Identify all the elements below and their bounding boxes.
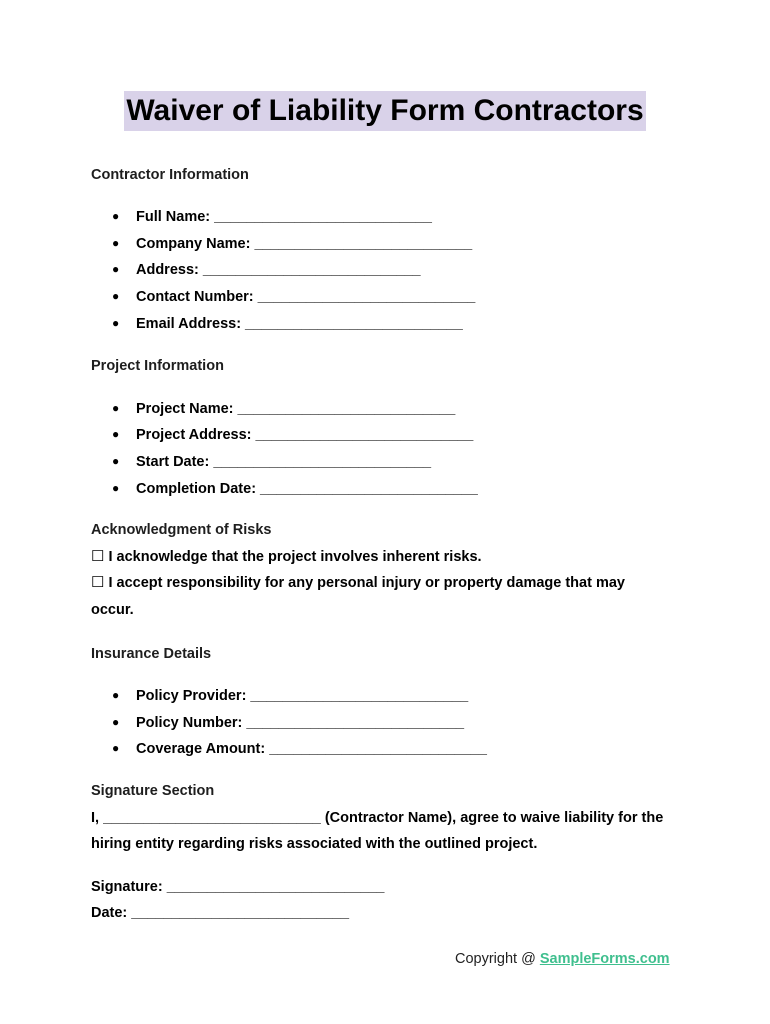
bullet-icon: ● xyxy=(112,688,120,702)
acknowledge-risks-item xyxy=(91,548,482,566)
project-info-heading: Project Information xyxy=(91,358,224,374)
contact-number-field: Contact Number: ___________________________ xyxy=(136,289,476,305)
bullet-icon: ● xyxy=(112,401,120,415)
list-item xyxy=(112,399,455,418)
bullet-icon: ● xyxy=(112,236,120,250)
checkbox-icon[interactable]: ☐ xyxy=(91,574,105,591)
list-item xyxy=(112,686,468,705)
bullet-icon: ● xyxy=(112,289,120,303)
checkbox-icon[interactable]: ☐ xyxy=(91,548,105,565)
accept-responsibility-continuation: occur. xyxy=(91,602,134,618)
policy-provider-field: Policy Provider: ___________________________ xyxy=(136,688,469,704)
start-date-field: Start Date: ___________________________ xyxy=(136,454,432,470)
list-item xyxy=(112,234,472,253)
bullet-icon: ● xyxy=(112,209,120,223)
company-name-field: Company Name: ___________________________ xyxy=(136,236,473,252)
signature-heading: Signature Section xyxy=(91,783,215,799)
bullet-icon: ● xyxy=(112,481,120,495)
project-address-field: Project Address: ___________________________ xyxy=(136,427,474,443)
acknowledge-risks-label: I acknowledge that the project involves inherent risks. xyxy=(108,549,482,565)
bullet-icon: ● xyxy=(112,427,120,441)
accept-responsibility-label: I accept responsibility for any personal injury or property damage that may xyxy=(108,575,625,591)
title-container xyxy=(0,91,770,131)
full-name-field: Full Name: ___________________________ xyxy=(136,209,432,225)
signature-field: Signature: ___________________________ xyxy=(91,879,385,895)
bullet-icon: ● xyxy=(112,715,120,729)
date-field: Date: ___________________________ xyxy=(91,905,350,921)
risks-heading: Acknowledgment of Risks xyxy=(91,522,272,538)
bullet-icon: ● xyxy=(112,741,120,755)
list-item xyxy=(112,425,473,444)
copyright-text: Copyright @ xyxy=(455,951,540,967)
list-item xyxy=(112,287,475,306)
accept-responsibility-item xyxy=(91,574,625,592)
waiver-statement-line-1: I, ___________________________ (Contractor Name), agree to waive liability for the xyxy=(91,810,664,826)
bullet-icon: ● xyxy=(112,454,120,468)
coverage-amount-field: Coverage Amount: ___________________________ xyxy=(136,741,487,757)
copyright-footer xyxy=(455,951,670,967)
document-title: Waiver of Liability Form Contractors xyxy=(124,91,645,131)
list-item xyxy=(112,479,478,498)
list-item xyxy=(112,260,421,279)
bullet-icon: ● xyxy=(112,316,120,330)
insurance-heading: Insurance Details xyxy=(91,646,212,662)
contractor-info-heading: Contractor Information xyxy=(91,167,249,183)
address-field: Address: ___________________________ xyxy=(136,262,421,278)
list-item xyxy=(112,739,487,758)
email-address-field: Email Address: ___________________________ xyxy=(136,316,463,332)
brand-link[interactable]: SampleForms.com xyxy=(539,951,670,967)
completion-date-field: Completion Date: ___________________________ xyxy=(136,481,478,497)
list-item xyxy=(112,452,431,471)
list-item xyxy=(112,207,432,226)
waiver-statement-line-2: hiring entity regarding risks associated with the outlined project. xyxy=(91,836,538,852)
list-item xyxy=(112,713,464,732)
list-item xyxy=(112,314,463,333)
bullet-icon: ● xyxy=(112,262,120,276)
project-name-field: Project Name: ___________________________ xyxy=(136,401,456,417)
policy-number-field: Policy Number: ___________________________ xyxy=(136,715,465,731)
